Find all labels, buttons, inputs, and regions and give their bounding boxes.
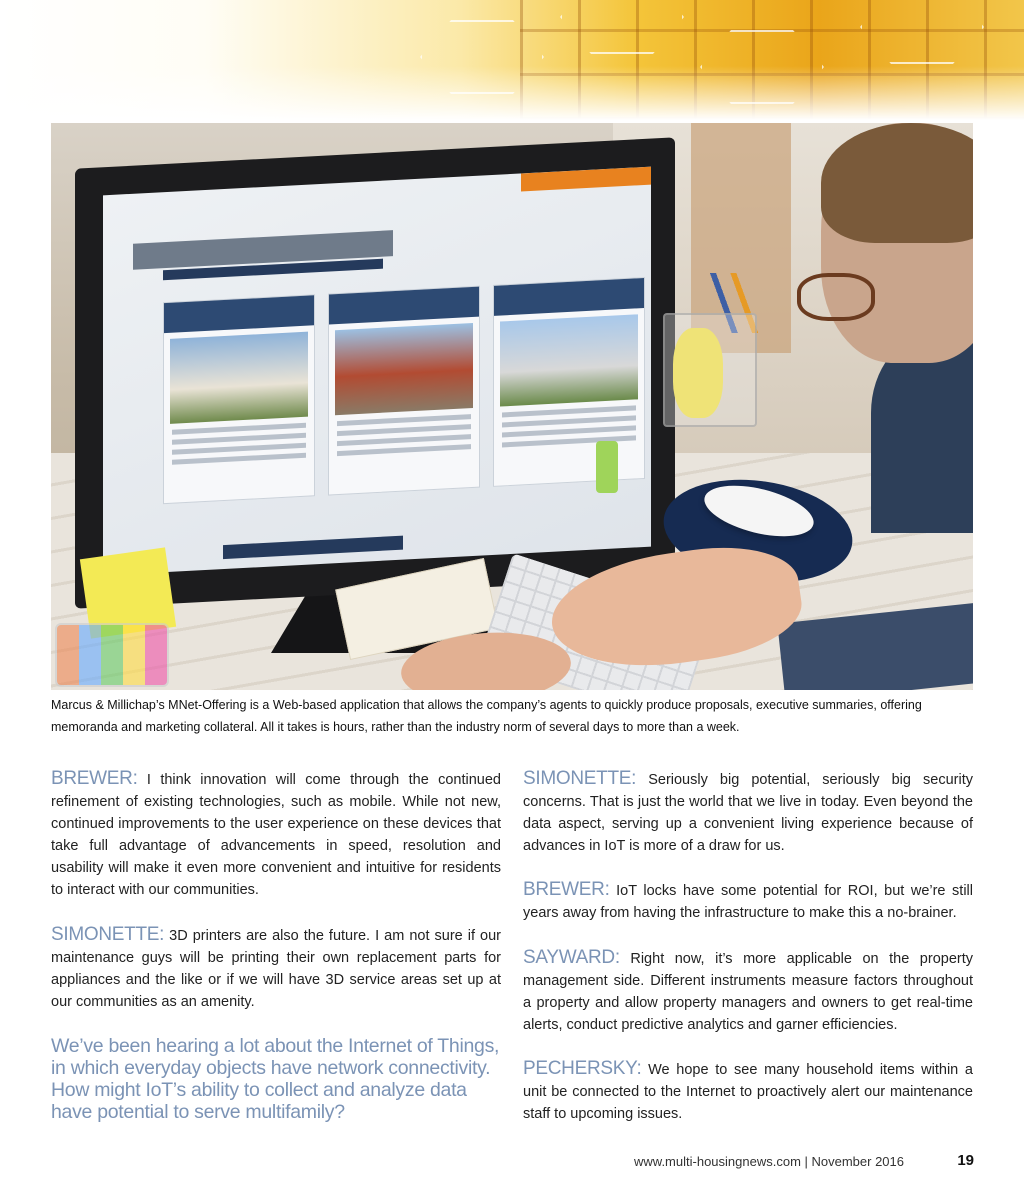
answer-text: Seriously big potential, seriously big security concerns. That is just the world that we live in today. Even beyond the data aspect, serving up a convenient living experience because of advances in IoT is more of a draw for us. xyxy=(523,772,973,855)
left-column xyxy=(51,768,501,1145)
answer-paragraph xyxy=(523,1058,973,1125)
speaker-name: BREWER: xyxy=(523,879,610,901)
right-column xyxy=(523,768,973,1147)
answer-paragraph xyxy=(51,924,501,1013)
article-photo xyxy=(51,123,973,690)
answer-paragraph xyxy=(523,879,973,924)
speaker-name: SAYWARD: xyxy=(523,946,620,968)
highlighter xyxy=(596,441,618,493)
monitor-screen xyxy=(103,167,651,576)
answer-text: I think innovation will come through the continued refinement of existing technologies, such as mobile. While not new, continued improvements to the user experience on these devices that take full advantage of advancements in speed, resolution and usability will make it even more convenient and intuitive for residents to interact with our communities. xyxy=(51,772,501,899)
photo-caption: Marcus & Millichap’s MNet-Offering is a Web-based application that allows the company’s agents to quickly produce proposals, executive summaries, offering memoranda and marketing collateral. All it takes is hours, rather than the industry norm of several days to more than a week. xyxy=(51,698,922,734)
listing-card xyxy=(163,294,315,504)
speaker-name: SIMONETTE: xyxy=(523,768,637,789)
answer-text: IoT locks have some potential for ROI, but we’re still years away from having the infrastructure to make this a no-brainer. xyxy=(523,883,973,922)
speaker-name: SIMONETTE: xyxy=(51,923,165,945)
page-footer xyxy=(600,1152,974,1172)
answer-text: 3D printers are also the future. I am not sure if our maintenance guys will be printing their own replacement parts for appliances and the like or if we will have 3D service areas set up at our communities as an amenity. xyxy=(51,927,501,1010)
speaker-name: PECHERSKY: xyxy=(523,1057,642,1079)
answer-paragraph xyxy=(51,768,501,902)
marcus-millichap-logo xyxy=(223,536,403,559)
answer-text: Right now, it’s more applicable on the property management side. Different instruments measure factors throughout a property and allow property managers and owners to get real-time alerts, conduct predictive analytics and garner efficiencies. xyxy=(523,950,973,1033)
listing-card xyxy=(328,286,480,496)
banner-fade xyxy=(0,0,1024,120)
answer-text: We hope to see many household items within a unit be connected to the Internet to proactively alert our maintenance staff to upcoming issues. xyxy=(523,1061,973,1123)
page-number: 19 xyxy=(957,1152,974,1169)
pen-cup xyxy=(663,313,757,427)
footer-site-date: www.multi-housingnews.com | November 2016 xyxy=(634,1154,904,1169)
listing-card xyxy=(493,277,645,487)
decorative-banner xyxy=(0,0,1024,120)
answer-paragraph xyxy=(523,947,973,1036)
answer-paragraph xyxy=(523,768,973,857)
speaker-name: BREWER: xyxy=(51,768,138,789)
paperclip-box xyxy=(55,623,169,687)
interview-question: We’ve been hearing a lot about the Internet of Things, in which everyday objects have network connectivity. How might IoT’s ability to collect and analyze data have potential to serve multifamily? xyxy=(51,1034,500,1123)
